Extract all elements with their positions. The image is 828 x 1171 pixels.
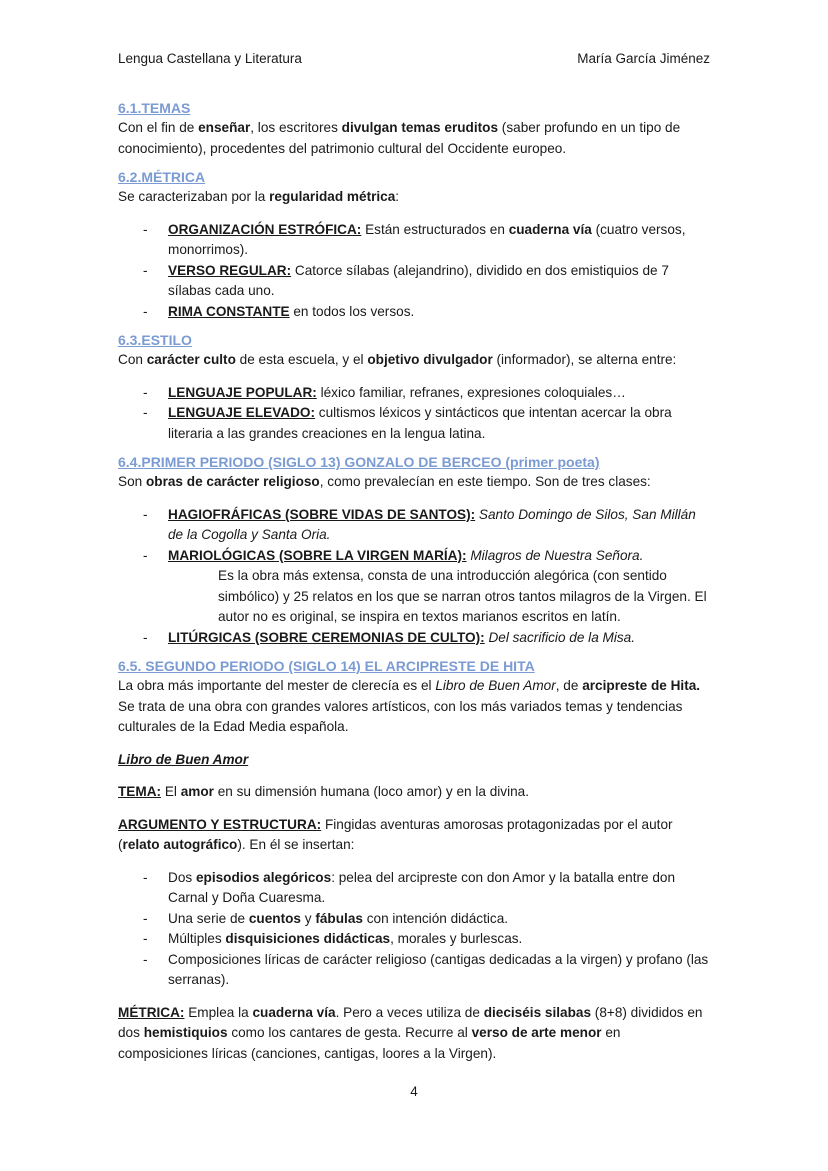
- list-estilo: [118, 383, 710, 445]
- section-heading-primer-periodo: 6.4.PRIMER PERIODO (SIGLO 13) GONZALO DE BERCEO (primer poeta): [118, 454, 600, 470]
- paragraph-estilo-intro: Con carácter culto de esta escuela, y el objetivo divulgador (informador), se alterna entre:: [118, 352, 677, 367]
- paragraph-primer-periodo-intro: Son obras de carácter religioso, como prevalecían en este tiempo. Son de tres clases:: [118, 474, 651, 489]
- section-heading-metrica: 6.2.MÉTRICA: [118, 169, 206, 185]
- page-header: [118, 50, 710, 68]
- list-item: - Una serie de cuentos y fábulas con intención didáctica.: [118, 909, 710, 930]
- list-item: - Composiciones líricas de carácter religioso (cantigas dedicadas a la virgen) y profano (las serranas).: [118, 950, 710, 991]
- list-item: - VERSO REGULAR: Catorce sílabas (alejandrino), dividido en dos emistiquios de 7 sílabas cada uno.: [118, 261, 710, 302]
- page-number: 4: [410, 1084, 418, 1099]
- list-metrica: [118, 220, 710, 323]
- section-heading-segundo-periodo: 6.5. SEGUNDO PERIODO (SIGLO 14) EL ARCIPRESTE DE HITA: [118, 658, 535, 674]
- paragraph-segundo-periodo-intro: La obra más importante del mester de clerecía es el Libro de Buen Amor, de arcipreste de Hita. Se trata de una obra con grandes valores artísticos, con los más variados temas y tendencias culturales de la Edad Media española.: [118, 678, 701, 734]
- list-item: - Dos episodios alegóricos: pelea del arcipreste con don Amor y la batalla entre don Carnal y Doña Cuaresma.: [118, 868, 710, 909]
- list-item: - HAGIOFRÁFICAS (SOBRE VIDAS DE SANTOS): Santo Domingo de Silos, San Millán de la Cogolla y Santa Oria.: [118, 505, 710, 546]
- page-content: [118, 98, 710, 1064]
- list-item: - MARIOLÓGICAS (SOBRE LA VIRGEN MARÍA): Milagros de Nuestra Señora. Es la obra más extensa, consta de una introducción alegórica (con sentido simbólico) y 25 relatos en los que se narran otros tantos milagros de la Virgen. El autor no es original, se inspira en textos marianos escritos en latín.: [118, 546, 710, 628]
- list-item: - ORGANIZACIÓN ESTRÓFICA: Están estructurados en cuaderna vía (cuatro versos, monorrimos).: [118, 220, 710, 261]
- section-heading-estilo: 6.3.ESTILO: [118, 332, 192, 348]
- list-item: - LENGUAJE POPULAR: léxico familiar, refranes, expresiones coloquiales…: [118, 383, 710, 404]
- paragraph-metrica-intro: Se caracterizaban por la regularidad métrica:: [118, 189, 400, 204]
- paragraph-metrica-libro: MÉTRICA: Emplea la cuaderna vía. Pero a veces utiliza de dieciséis silabas (8+8) divididos en dos hemistiquios como los cantares de gesta. Recurre al verso de arte menor en composiciones líricas (canciones, cantigas, loores a la Virgen).: [118, 1004, 703, 1061]
- book-title: Libro de Buen Amor: [118, 751, 249, 767]
- paragraph-argumento: ARGUMENTO Y ESTRUCTURA: Fingidas aventuras amorosas protagonizadas por el autor (relato autográfico). En él se insertan:: [118, 816, 673, 852]
- section-heading-temas: 6.1.TEMAS: [118, 100, 191, 116]
- list-item: - LITÚRGICAS (SOBRE CEREMONIAS DE CULTO): Del sacrificio de la Misa.: [118, 628, 710, 649]
- indented-note: Es la obra más extensa, consta de una introducción alegórica (con sentido simbólico) y 25 relatos en los que se narran otros tantos milagros de la Virgen. El autor no es original, se inspira en textos marianos escritos en latín.: [218, 568, 707, 624]
- paragraph-temas: Con el fin de enseñar, los escritores divulgan temas eruditos (saber profundo en un tipo de conocimiento), procedentes del patrimonio cultural del Occidente europeo.: [118, 120, 681, 156]
- header-subject: Lengua Castellana y Literatura: [118, 51, 302, 66]
- paragraph-tema: TEMA: El amor en su dimensión humana (loco amor) y en la divina.: [118, 784, 530, 799]
- list-libro-contenido: [118, 868, 710, 991]
- list-berceo-obras: [118, 505, 710, 649]
- list-item: - LENGUAJE ELEVADO: cultismos léxicos y sintácticos que intentan acercar la obra literaria a las grandes creaciones en la lengua latina.: [118, 403, 710, 444]
- list-item: - RIMA CONSTANTE en todos los versos.: [118, 302, 710, 323]
- header-author: María García Jiménez: [577, 51, 710, 66]
- list-item: - Múltiples disquisiciones didácticas, morales y burlescas.: [118, 929, 710, 950]
